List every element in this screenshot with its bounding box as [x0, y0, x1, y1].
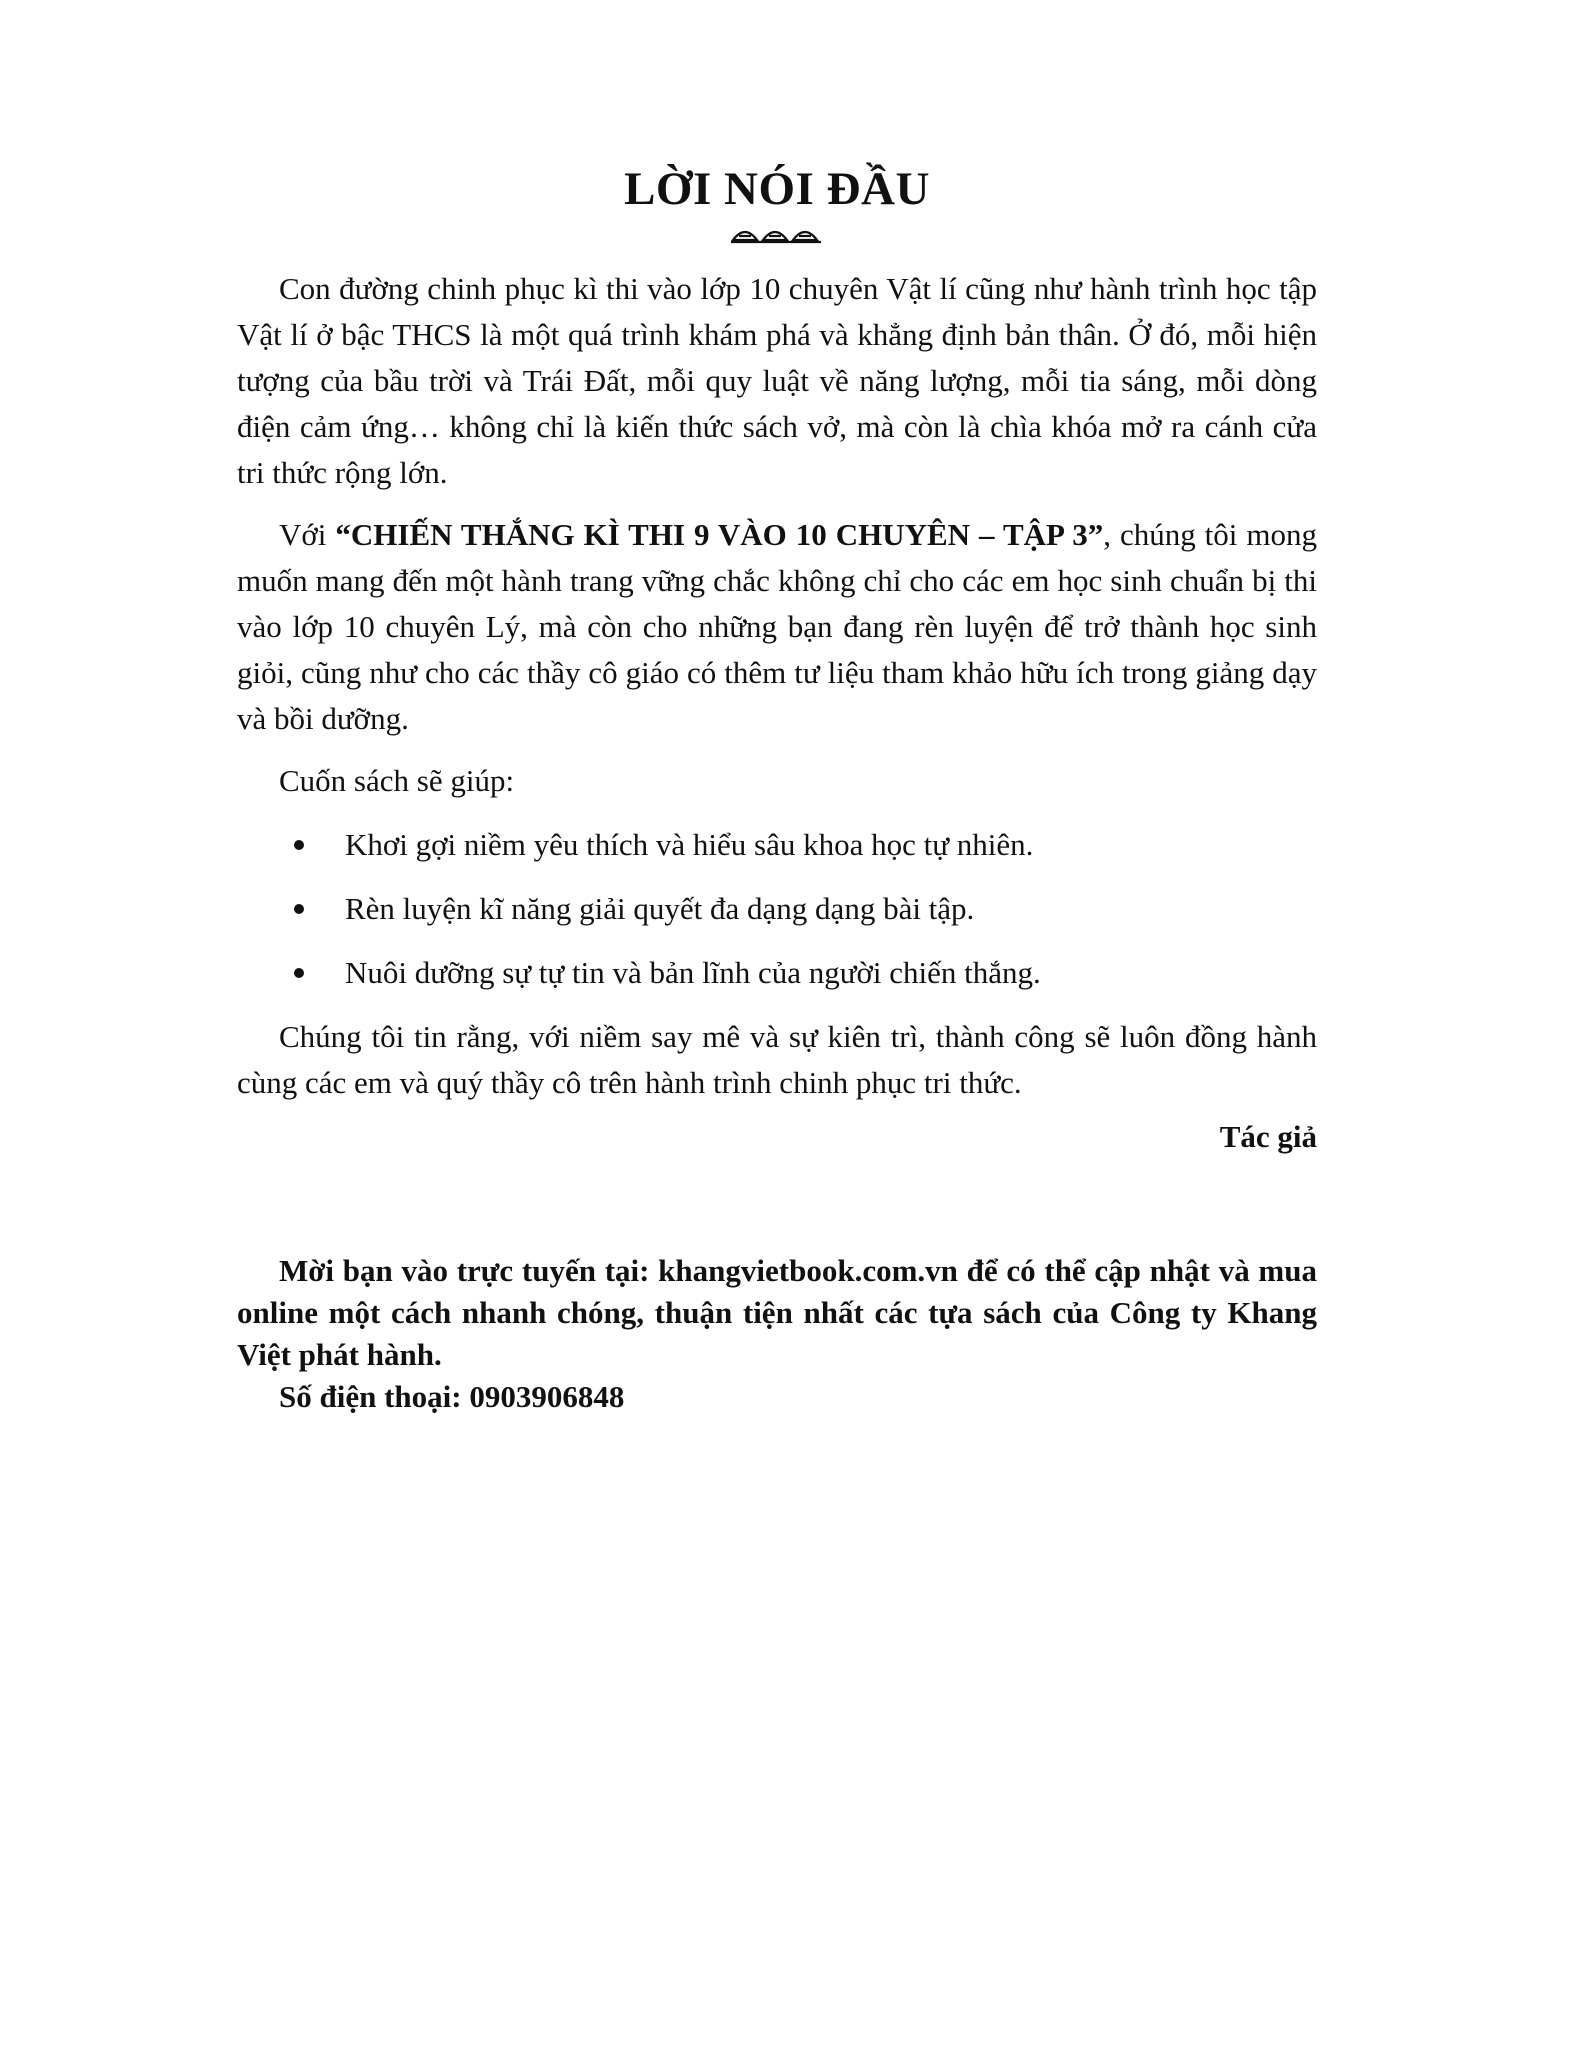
phone-number: Số điện thoại: 0903906848: [279, 1379, 625, 1414]
list-item: Nuôi dưỡng sự tự tin và bản lĩnh của người chiến thắng.: [237, 950, 1317, 996]
benefits-list: [237, 822, 1317, 996]
bullet-icon: [294, 968, 304, 978]
bullet-icon: [294, 840, 304, 850]
bullet-icon: [294, 904, 304, 914]
closing-paragraph: Chúng tôi tin rằng, với niềm say mê và sự kiên trì, thành công sẽ luôn đồng hành cùng các em và quý thầy cô trên hành trình chinh phục tri thức.: [237, 1019, 1317, 1100]
list-item: Rèn luyện kĩ năng giải quyết đa dạng dạng bài tập.: [237, 886, 1317, 932]
book-purpose-paragraph: [237, 512, 1317, 742]
page-title: LỜI NÓI ĐẦU: [624, 163, 930, 215]
intro-paragraph: Con đường chinh phục kì thi vào lớp 10 chuyên Vật lí cũng như hành trình học tập Vật lí ở bậc THCS là một quá trình khám phá và khẳng định bản thân. Ở đó, mỗi hiện tượng của bầu trời và Trái Đất, mỗi quy luật về năng lượng, mỗi tia sáng, mỗi dòng điện cảm ứng… không chỉ là kiến thức sách vở, mà còn là chìa khóa mở ra cánh cửa tri thức rộng lớn.: [237, 271, 1317, 490]
document-page: [237, 160, 1317, 1418]
paragraph-suffix: , chúng tôi mong muốn mang đến một hành trang vững chắc không chỉ cho các em học sinh chuẩn bị thi vào lớp 10 chuyên Lý, mà còn cho những bạn đang rèn luyện để trở thành học sinh giỏi, cũng như cho các thầy cô giáo có thêm tư liệu tham khảo hữu ích trong giảng dạy và bồi dưỡng.: [237, 517, 1317, 736]
book-title: “CHIẾN THẮNG KÌ THI 9 VÀO 10 CHUYÊN – TẬP 3”: [335, 517, 1104, 552]
leaf-ornament-icon: [729, 222, 825, 248]
author-signature: Tác giả: [1219, 1119, 1317, 1154]
promo-text: Mời bạn vào trực tuyến tại: khangvietbook.com.vn để có thể cập nhật và mua online một cách nhanh chóng, thuận tiện nhất các tựa sách của Công ty Khang Việt phát hành.: [237, 1253, 1317, 1372]
benefits-intro: Cuốn sách sẽ giúp:: [279, 763, 515, 798]
ornament-divider: [237, 222, 1317, 254]
list-item: Khơi gợi niềm yêu thích và hiểu sâu khoa học tự nhiên.: [237, 822, 1317, 868]
paragraph-prefix: Với: [279, 517, 336, 552]
